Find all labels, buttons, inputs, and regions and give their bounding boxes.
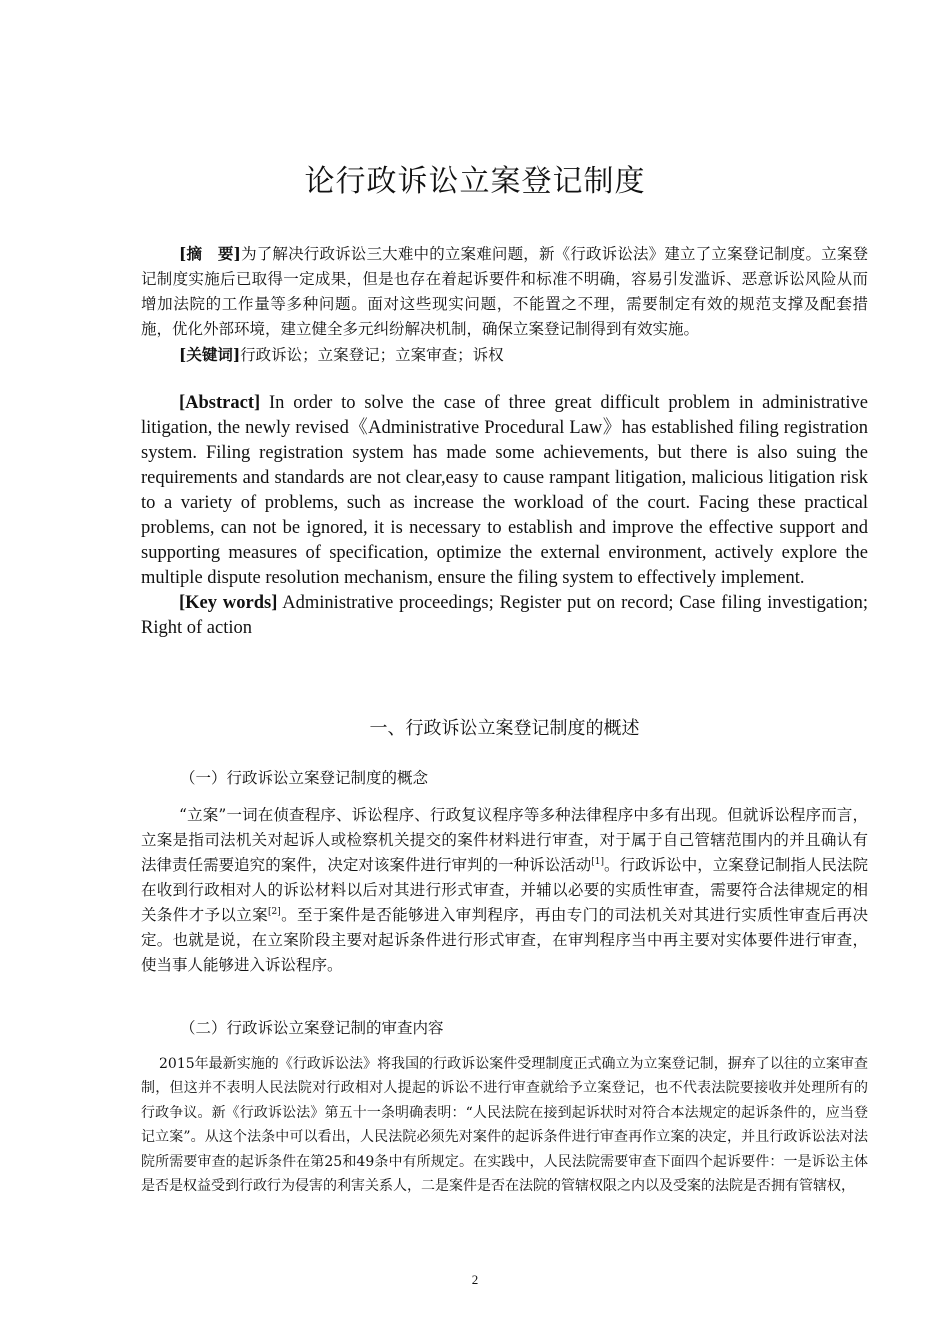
citation-ref-2: [2] <box>267 906 281 917</box>
abstract-cn-text: 为了解决行政诉讼三大难中的立案难问题，新《行政诉讼法》建立了立案登记制度。立案登记制度实施后已取得一定成果，但是也存在着起诉要件和标准不明确，容易引发滥诉、恶意诉讼风险从而增加法院的工作量等多种问题。面对这些现实问题，不能置之不理，需要制定有效的规范支撑及配套措施，优化外部环境，建立健全多元纠纷解决机制，确保立案登记制得到有效实施。 <box>141 245 868 338</box>
abstract-en-label: [Abstract] <box>179 393 261 413</box>
keywords-en-paragraph <box>141 591 868 641</box>
abstract-en-text: In order to solve the case of three great difficult problem in administrative litigation, the newly revised《Administrative Procedural Law》has established filing registration system. Filing registration system has made some achievements, but there is also suing the requirements and standards are not clear,easy to cause rampant litigation, malicious litigation risk to a variety of problems, such as increase the workload of the court. Facing these practical problems, can not be ignored, it is necessary to establish and improve the effective support and supporting measures of specification, optimize the external environment, actively explore the multiple dispute resolution mechanism, ensure the filing system to effectively implement. <box>141 393 868 588</box>
body-text-part-2: 。行政诉讼中，立案登记制指人民法院在收到行政相对人的诉讼材料以后对其进行形式审查，并辅以必要的实质性审查，需要符合法律规定的相关条件才予以立案 <box>141 856 868 924</box>
abstract-en-paragraph <box>141 391 868 591</box>
keywords-en-label: [Key words] <box>179 593 278 613</box>
abstract-cn-paragraph <box>141 241 868 342</box>
body-paragraph <box>141 803 868 978</box>
page-number: 2 <box>471 1272 479 1287</box>
subsection-1-body <box>141 803 868 978</box>
subsection-2-body <box>141 1052 868 1198</box>
citation-ref-1: [1] <box>591 856 605 867</box>
subsection-heading-2: （二）行政诉讼立案登记制的审查内容 <box>180 1019 444 1037</box>
page-title: 论行政诉讼立案登记制度 <box>304 164 646 199</box>
keywords-cn-paragraph <box>141 342 868 368</box>
abstract-en <box>141 391 868 641</box>
abstract-cn <box>141 241 868 368</box>
body-paragraph: 2015年最新实施的《行政诉讼法》将我国的行政诉讼案件受理制度正式确立为立案登记制，摒弃了以往的立案审查制，但这并不表明人民法院对行政相对人提起的诉讼不进行审查就给予立案登记，也不代表法院要接收并处理所有的行政争议。新《行政诉讼法》第五十一条明确表明：“人民法院在接到起诉状时对符合本法规定的起诉条件的，应当登记立案”。从这个法条中可以看出，人民法院必须先对案件的起诉条件进行审查再作立案的决定，并且行政诉讼法对法院所需要审查的起诉条件在第25和49条中有所规定。在实践中，人民法院需要审查下面四个起诉要件：一是诉讼主体是否是权益受到行政行为侵害的利害关系人，二是案件是否在法院的管辖权限之内以及受案的法院是否拥有管辖权， <box>141 1056 868 1195</box>
subsection-heading-1: （一）行政诉讼立案登记制度的概念 <box>180 769 429 787</box>
section-heading-1: 一、行政诉讼立案登记制度的概述 <box>369 718 640 739</box>
body-text-part-1: “立案”一词在侦查程序、诉讼程序、行政复议程序等多种法律程序中多有出现。但就诉讼程序而言，立案是指司法机关对起诉人或检察机关提交的案件材料进行审查，对于属于自己管辖范围内的并且确认有法律责任需要追究的案件，决定对该案件进行审判的一种诉讼活动 <box>141 806 868 874</box>
body-text-part-3: 。至于案件是否能够进入审判程序，再由专门的司法机关对其进行实质性审查后再决定。也就是说，在立案阶段主要对起诉条件进行形式审查，在审判程序当中再主要对实体要件进行审查，使当事人能够进入诉讼程序。 <box>141 906 868 974</box>
keywords-cn-text: 行政诉讼；立案登记；立案审查；诉权 <box>240 346 504 364</box>
keywords-en-text: Administrative proceedings; Register put on record; Case filing investigation; Right of action <box>141 593 869 638</box>
keywords-cn-label: [关键词] <box>179 345 241 364</box>
abstract-cn-label: [摘 要] <box>179 244 241 263</box>
